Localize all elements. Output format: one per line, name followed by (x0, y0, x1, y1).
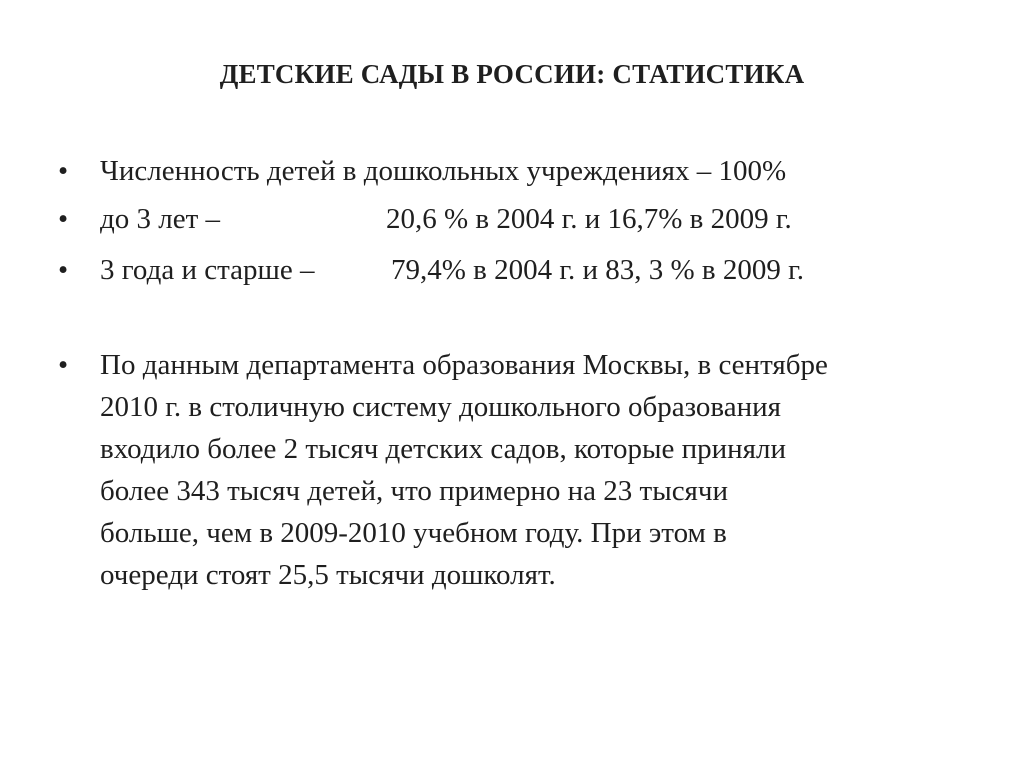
paragraph-line: входило более 2 тысяч детских садов, которые приняли (100, 433, 786, 465)
bullet-dot: • (58, 203, 69, 235)
paragraph-line: 2010 г. в столичную систему дошкольного образования (100, 391, 781, 423)
bullet-value: 20,6 % в 2004 г. и 16,7% в 2009 г. (386, 203, 792, 235)
bullet-dot: • (58, 254, 69, 286)
paragraph-line: По данным департамента образования Москвы, в сентябре (100, 349, 828, 381)
paragraph-line: больше, чем в 2009-2010 учебном году. При этом в (100, 517, 727, 549)
bullet-label: 3 года и старше – (100, 254, 315, 286)
bullet-value: 79,4% в 2004 г. и 83, 3 % в 2009 г. (391, 254, 804, 286)
bullet-label: до 3 лет – (100, 203, 221, 235)
paragraph-line: более 343 тысяч детей, что примерно на 23 тысячи (100, 475, 729, 507)
bullet-text: Численность детей в дошкольных учреждениях – 100% (100, 155, 787, 187)
slide-title: ДЕТСКИЕ САДЫ В РОССИИ: СТАТИСТИКА (219, 59, 805, 89)
paragraph-line: очереди стоят 25,5 тысячи дошколят. (100, 559, 556, 591)
bullet-dot: • (58, 155, 69, 187)
bullet-dot: • (58, 349, 69, 381)
